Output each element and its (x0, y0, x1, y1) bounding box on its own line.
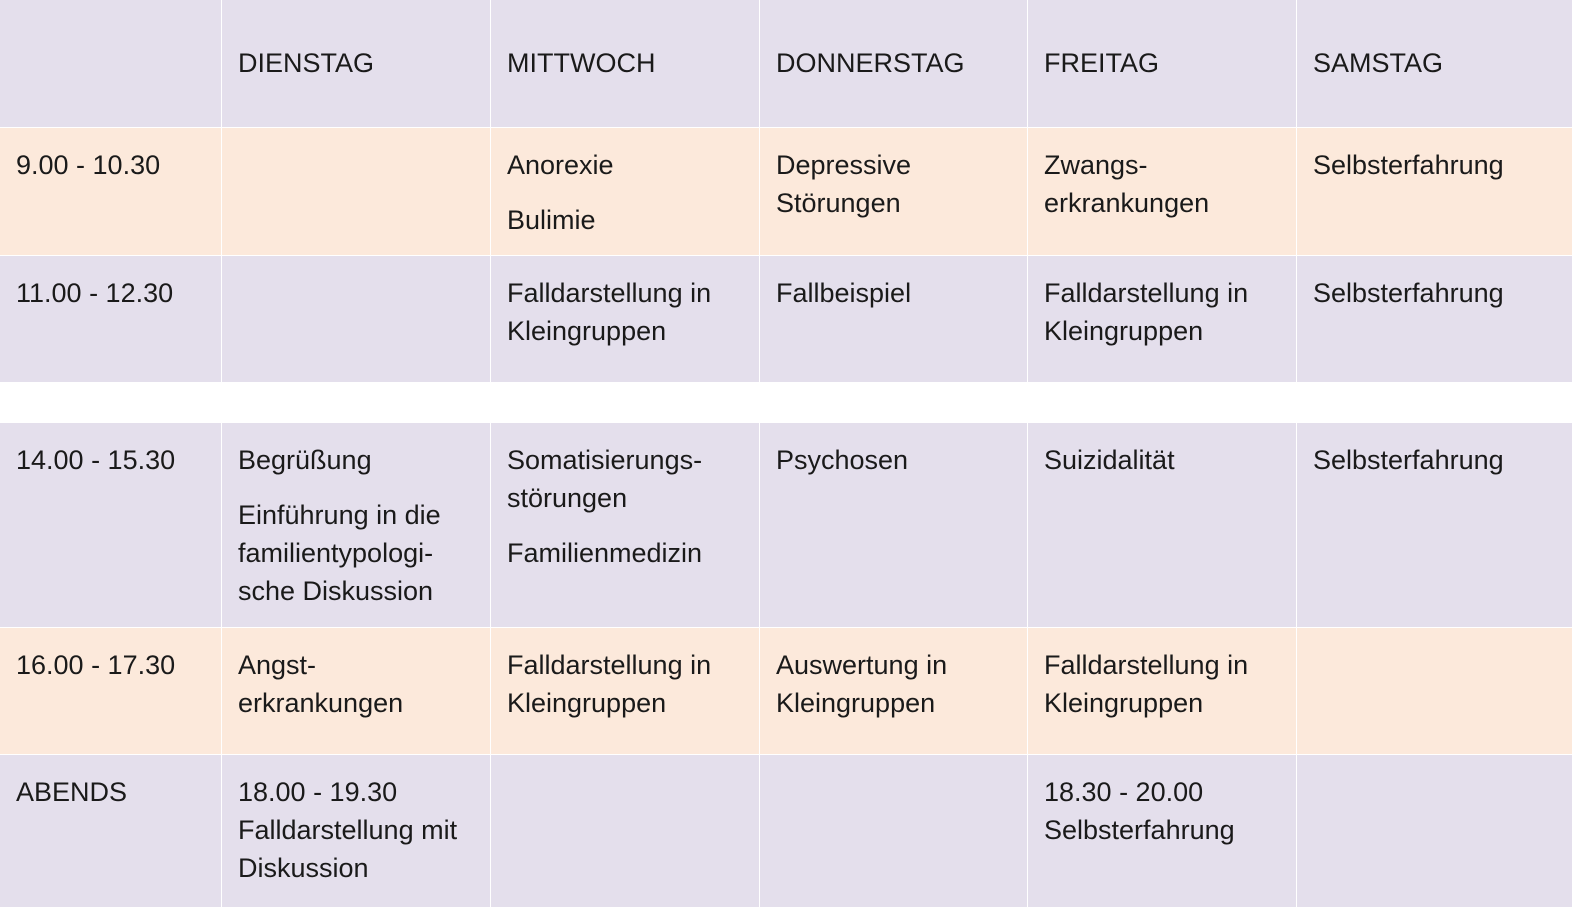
slot-cell-dienstag (222, 628, 491, 754)
time-row-2 (0, 256, 1572, 382)
paragraph-gap (238, 479, 474, 496)
slot-cell-samstag (1297, 628, 1572, 754)
time-label-cell: 14.00 - 15.30 (0, 423, 222, 627)
time-label-cell: ABENDS (0, 755, 222, 907)
slot-text-line: Familienmedizin (507, 538, 703, 568)
slot-text-line: sche Diskussion (238, 576, 434, 606)
slot-cell-donnerstag (760, 755, 1028, 907)
time-row-evening (0, 755, 1572, 907)
paragraph-gap (507, 184, 743, 201)
slot-text-line: Falldarstellung in (507, 278, 712, 308)
slot-cell-dienstag (222, 256, 491, 382)
slot-text-line: Falldarstellung mit (238, 815, 458, 845)
paragraph-gap (507, 517, 743, 534)
slot-cell-samstag (1297, 423, 1572, 627)
header-corner-cell (0, 0, 222, 127)
slot-cell-dienstag (222, 128, 491, 255)
slot-text-line: Falldarstellung in (1044, 650, 1249, 680)
slot-cell-donnerstag (760, 628, 1028, 754)
slot-cell-dienstag (222, 423, 491, 627)
slot-cell-freitag (1028, 628, 1297, 754)
slot-text-line: erkrankungen (1044, 188, 1210, 218)
slot-cell-mittwoch (491, 628, 760, 754)
slot-text-line: Kleingruppen (1044, 688, 1204, 718)
slot-text-line: 18.30 - 20.00 (1044, 777, 1204, 807)
time-row-4 (0, 628, 1572, 754)
time-label-cell: 16.00 - 17.30 (0, 628, 222, 754)
slot-text-line: Angst- (238, 650, 317, 680)
slot-text-line: Diskussion (238, 853, 369, 883)
slot-cell-donnerstag (760, 256, 1028, 382)
slot-text-line: 18.00 - 19.30 (238, 777, 398, 807)
slot-text-line: Suizidalität (1044, 445, 1175, 475)
slot-cell-freitag (1028, 256, 1297, 382)
slot-text-line: störungen (507, 483, 628, 513)
slot-text-line: Selbsterfahrung (1313, 445, 1504, 475)
slot-cell-dienstag (222, 755, 491, 907)
slot-cell-donnerstag (760, 423, 1028, 627)
slot-cell-mittwoch (491, 256, 760, 382)
slot-text-line: Zwangs- (1044, 150, 1148, 180)
slot-cell-mittwoch (491, 755, 760, 907)
header-day-freitag: FREITAG (1028, 0, 1297, 127)
time-row-3 (0, 423, 1572, 627)
slot-cell-donnerstag (760, 128, 1028, 255)
slot-text-line: Störungen (776, 188, 901, 218)
slot-cell-freitag (1028, 128, 1297, 255)
header-day-mittwoch: MITTWOCH (491, 0, 760, 127)
slot-cell-freitag (1028, 423, 1297, 627)
slot-cell-samstag (1297, 128, 1572, 255)
slot-text-line: Selbsterfahrung (1313, 150, 1504, 180)
time-label-cell: 9.00 - 10.30 (0, 128, 222, 255)
slot-cell-samstag (1297, 755, 1572, 907)
slot-text-line: Selbsterfahrung (1313, 278, 1504, 308)
slot-cell-mittwoch (491, 423, 760, 627)
time-row-1 (0, 128, 1572, 255)
header-day-samstag: SAMSTAG (1297, 0, 1572, 127)
slot-text-line: Kleingruppen (507, 316, 667, 346)
slot-text-line: Kleingruppen (507, 688, 667, 718)
time-label-cell: 11.00 - 12.30 (0, 256, 222, 382)
slot-text-line: Falldarstellung in (507, 650, 712, 680)
slot-text-line: familientypologi- (238, 538, 434, 568)
slot-text-line: Fallbeispiel (776, 278, 912, 308)
slot-text-line: Auswertung in (776, 650, 948, 680)
slot-text-line: Begrüßung (238, 445, 372, 475)
slot-cell-freitag (1028, 755, 1297, 907)
slot-text-line: Kleingruppen (776, 688, 936, 718)
slot-text-line: Einführung in die (238, 500, 441, 530)
header-day-donnerstag: DONNERSTAG (760, 0, 1028, 127)
header-day-dienstag: DIENSTAG (222, 0, 491, 127)
slot-text-line: Depressive (776, 150, 912, 180)
slot-text-line: Anorexie (507, 150, 614, 180)
slot-text-line: erkrankungen (238, 688, 404, 718)
slot-text-line: Psychosen (776, 445, 909, 475)
header-row (0, 0, 1572, 127)
slot-text-line: Falldarstellung in (1044, 278, 1249, 308)
slot-text-line: Bulimie (507, 205, 596, 235)
slot-text-line: Somatisierungs- (507, 445, 703, 475)
slot-cell-mittwoch (491, 128, 760, 255)
slot-text-line: Kleingruppen (1044, 316, 1204, 346)
slot-cell-samstag (1297, 256, 1572, 382)
slot-text-line: Selbsterfahrung (1044, 815, 1235, 845)
